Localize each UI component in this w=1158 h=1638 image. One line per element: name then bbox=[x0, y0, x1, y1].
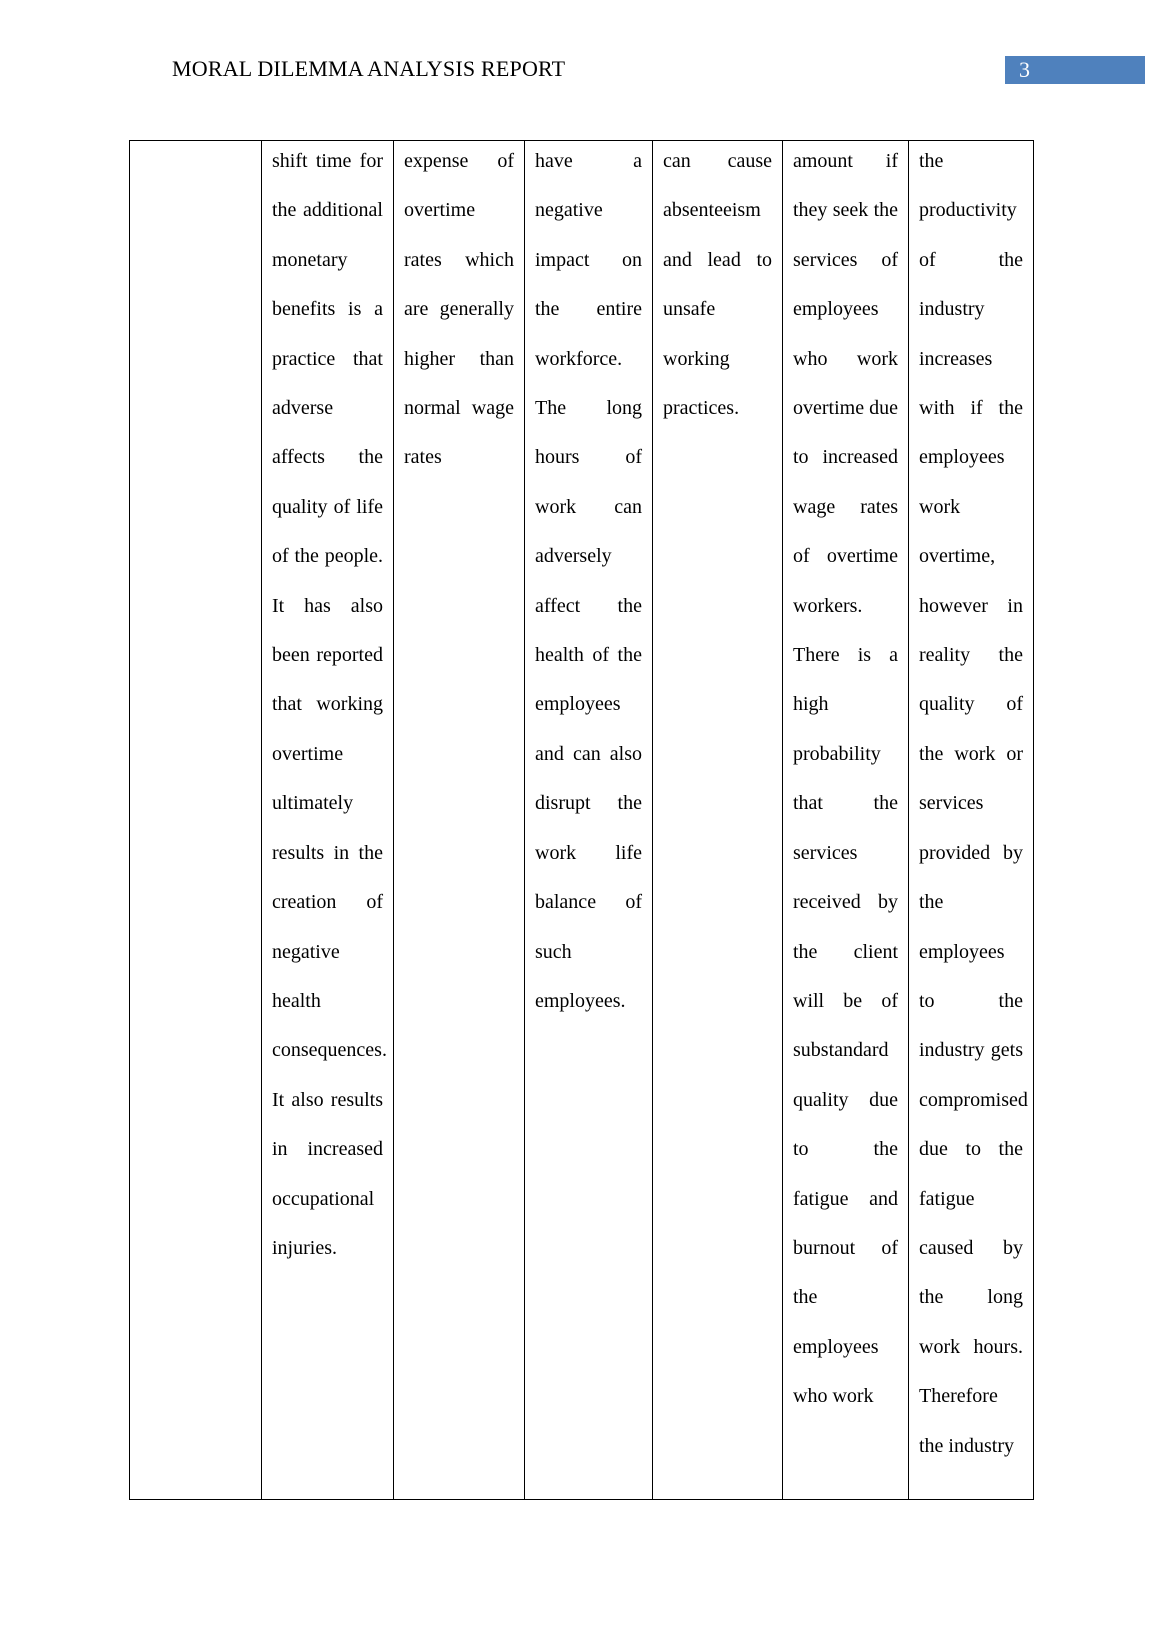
table-cell-7: the productivity of the industry increases with if the employees work overtime, however in reality the quality of the work or services provided by the employees to the industry gets compromised due to the fatigue caused by the long work hours. Therefore the industry bbox=[909, 141, 1034, 1500]
page-number-badge: 3 bbox=[1005, 56, 1145, 84]
table-cell-4: have a negative impact on the entire workforce. The long hours of work can adversely affect the health of the employees and can also disrupt the work life balance of such employees. bbox=[525, 141, 653, 1500]
analysis-table bbox=[129, 140, 1034, 1500]
table-cell-6: amount if they seek the services of employees who work overtime due to increased wage rates of overtime workers. There is a high probability that the services received by the client will be of substandard quality due to the fatigue and burnout of the employees who work bbox=[783, 141, 909, 1500]
table-cell-3: expense of overtime rates which are generally higher than normal wage rates bbox=[394, 141, 525, 1500]
header-title: MORAL DILEMMA ANALYSIS REPORT bbox=[172, 56, 566, 81]
table-cell-2: shift time for the additional monetary benefits is a practice that adverse affects the quality of life of the people. It has also been reported that working overtime ultimately results in the creation of negative health consequences. It also results in increased occupational injuries. bbox=[262, 141, 394, 1500]
table-row bbox=[130, 141, 1034, 1500]
table-cell-1 bbox=[130, 141, 262, 1500]
table-cell-5: can cause absenteeism and lead to unsafe working practices. bbox=[653, 141, 783, 1500]
